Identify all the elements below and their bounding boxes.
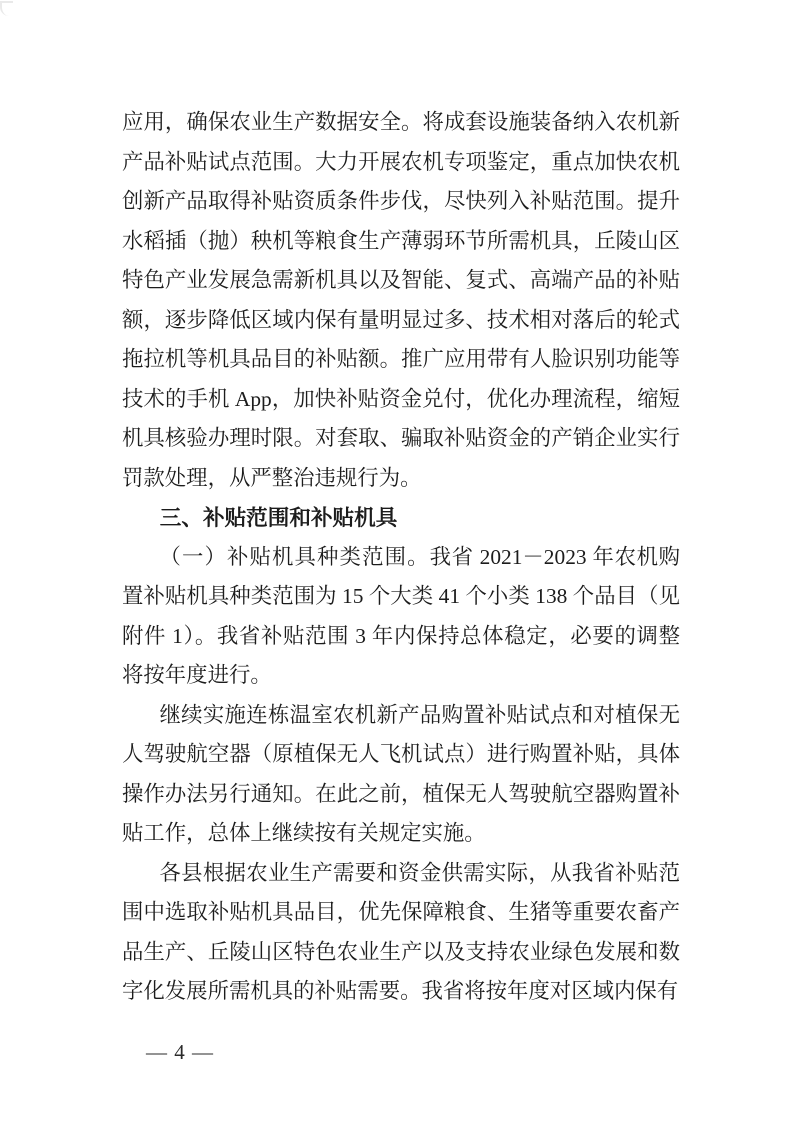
scan-artifact — [0, 1, 13, 16]
subsection-lead: （一）补贴机具种类范围。 — [159, 544, 430, 569]
paragraph-county-selection: 各县根据农业生产需要和资金供需实际，从我省补贴范围中选取补贴机具品目，优先保障粮食、生猪等重要农畜产品生产、丘陵山区特色农业生产以及支持农业绿色发展和数字化发展所需机具的补贴需要。我省将按年度对区域内保有 — [122, 860, 680, 1003]
document-body — [122, 103, 680, 1012]
paragraph-text: 我省 2021－2023 年农机购置补贴机具种类范围为 15 个大类 41 个小类 138 个品目（见附件 1）。我省补贴范围 3 年内保持总体稳定，必要的调整将按年度进行。 — [122, 544, 680, 687]
section-heading: 三、补贴范围和补贴机具 — [159, 505, 398, 530]
page-number: — 4 — — [146, 1040, 214, 1064]
paragraph-subsidy-scope — [122, 538, 680, 696]
paragraph-continuation: 应用，确保农业生产数据安全。将成套设施装备纳入农机新产品补贴试点范围。大力开展农机专项鉴定，重点加快农机创新产品取得补贴资质条件步伐，尽快列入补贴范围。提升水稻插（抛）秧机等粮食生产薄弱环节所需机具，丘陵山区特色产业发展急需新机具以及智能、复式、高端产品的补贴额，逐步降低区域内保有量明显过多、技术相对落后的轮式拖拉机等机具品目的补贴额。推广应用带有人脸识别功能等技术的手机 App，加快补贴资金兑付，优化办理流程，缩短机具核验办理时限。对套取、骗取补贴资金的产销企业实行罚款处理，从严整治违规行为。 — [122, 110, 680, 490]
paragraph-greenhouse-drone: 继续实施连栋温室农机新产品购置补贴试点和对植保无人驾驶航空器（原植保无人飞机试点）进行购置补贴，具体操作办法另行通知。在此之前，植保无人驾驶航空器购置补贴工作，总体上继续按有关规定实施。 — [122, 702, 680, 845]
